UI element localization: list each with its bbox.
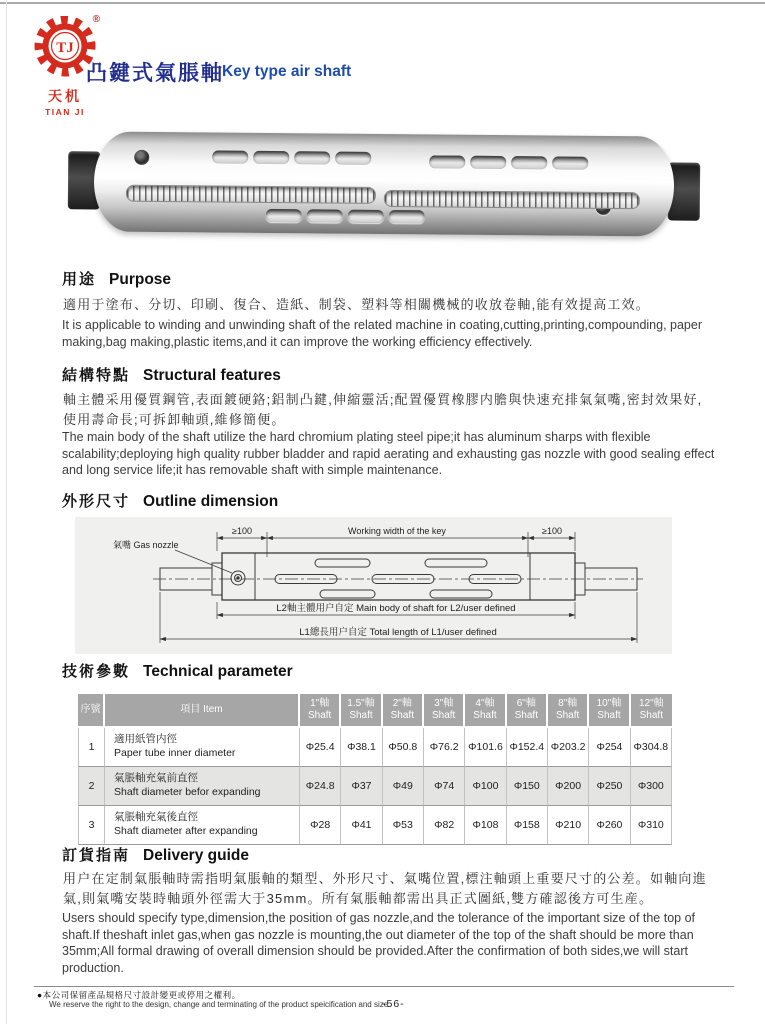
- table-cell: Φ203.2: [548, 728, 589, 767]
- column-header-shaft: 3"軸 Shaft: [424, 694, 465, 728]
- working-width-label: Working width of the key: [348, 526, 446, 536]
- table-cell: Φ53: [383, 806, 424, 845]
- technical-parameter-table: [78, 694, 672, 845]
- footer-note-en: We reserve the right to the design, change and terminating of the product speicification and size.: [49, 1000, 391, 1009]
- table-cell: Φ49: [383, 767, 424, 806]
- logo-english-name: TIAN JI: [45, 107, 85, 117]
- structural-text-cn: 軸主體采用優質鋼管,表面鍍硬鉻;鋁制凸鍵,伸縮靈活;配置優質橡膠内膽與快速充排氣氣嘴,密封效果好,使用壽命長;可拆卸軸頭,維修簡便。: [63, 392, 703, 427]
- column-header-shaft: 1.5"軸 Shaft: [341, 694, 382, 728]
- row-number: 2: [78, 767, 105, 806]
- footer-rule: [34, 986, 734, 987]
- table-cell: Φ152.4: [507, 728, 548, 767]
- dim-left-label: ≥100: [232, 526, 252, 536]
- technical-parameter-table-wrap: [78, 694, 672, 845]
- table-cell: Φ25.4: [300, 728, 341, 767]
- column-header-shaft: 4"軸 Shaft: [465, 694, 506, 728]
- table-cell: Φ38.1: [341, 728, 382, 767]
- table-cell: Φ108: [465, 806, 506, 845]
- l2-dimension-label: L2軸主體用户自定 Main body of shaft for L2/user defined: [276, 603, 516, 614]
- outline-drawing: [75, 517, 672, 654]
- column-header-no: 序號: [78, 694, 105, 728]
- logo-chinese-name: 天机: [48, 88, 82, 104]
- svg-text:TJ: TJ: [56, 40, 74, 56]
- table-cell: Φ304.8: [631, 728, 672, 767]
- row-item-label: 適用紙管内徑 Paper tube inner diameter: [105, 728, 300, 767]
- table-cell: Φ310: [631, 806, 672, 845]
- gas-nozzle-label: 氣嘴 Gas nozzle: [113, 540, 179, 550]
- table-cell: Φ150: [507, 767, 548, 806]
- table-cell: Φ101.6: [465, 728, 506, 767]
- section-heading-outline: 外形尺寸 Outline dimension: [62, 493, 279, 510]
- delivery-text-cn: 用户在定制氣脹軸時需指明氣脹軸的類型、外形尺寸、氣嘴位置,標注軸頭上重要尺寸的公差。如軸向進氣,則氣嘴安裝時軸頭外徑需大于35mm。所有氣脹軸都需出具正式圖紙,雙方確認後方可生産。: [63, 871, 707, 906]
- table-cell: Φ50.8: [383, 728, 424, 767]
- ruler-strip: [126, 185, 376, 204]
- table-cell: Φ82: [424, 806, 465, 845]
- table-cell: Φ28: [300, 806, 341, 845]
- purpose-text-en: It is applicable to winding and unwinding shaft of the related machine in coating,cutting,printing,compounding, paper making,bag making,plastic items,and it can improve the working efficiency effectively.: [62, 318, 702, 349]
- section-heading-purpose: 用途 Purpose: [62, 271, 172, 288]
- column-header-shaft: 10"軸 Shaft: [589, 694, 630, 728]
- column-header-shaft: 8"軸 Shaft: [548, 694, 589, 728]
- page-title-chinese: 凸鍵式氣脹軸: [86, 62, 224, 85]
- table-cell: Φ37: [341, 767, 382, 806]
- table-row: [78, 767, 672, 806]
- column-header-shaft: 12"軸 Shaft: [631, 694, 672, 728]
- table-cell: Φ24.8: [300, 767, 341, 806]
- table-cell: Φ210: [548, 806, 589, 845]
- row-item-label: 氣脹軸充氣後直徑 Shaft diameter after expanding: [105, 806, 300, 845]
- product-photo: [67, 115, 702, 257]
- delivery-text-en: Users should specify type,dimension,the position of gas nozzle,and the tolerance of the important size of the top of shaft.If theshaft inlet gas,when gas nozzle is mounting,the out diameter of the top of the shaft should be more than 35mm;All formal drawing of overall dimension should be provided.After the confirmation of both sides,we will start production.: [62, 911, 696, 975]
- table-row: [78, 728, 672, 767]
- table-row: [78, 806, 672, 845]
- page-number: -56-: [382, 998, 405, 1010]
- purpose-text-cn: 適用于塗布、分切、印刷、復合、造紙、制袋、塑料等相關機械的收放卷軸,能有效提高工效。: [63, 297, 651, 312]
- row-item-label: 氣脹軸充氣前直徑 Shaft diameter befor expanding: [105, 767, 300, 806]
- table-cell: Φ74: [424, 767, 465, 806]
- section-heading-structural: 結構特點 Structural features: [62, 367, 281, 384]
- keyway-slots: [429, 155, 588, 169]
- row-number: 1: [78, 728, 105, 767]
- table-cell: Φ41: [341, 806, 382, 845]
- outline-drawing-svg: [75, 517, 672, 654]
- column-header-shaft: 1"軸 Shaft: [300, 694, 341, 728]
- registered-trademark-icon: ®: [92, 14, 100, 25]
- structural-text-en: The main body of the shaft utilize the hard chromium plating steel pipe;it has aluminum sharps with flexible scalability;deploying high quality rubber bladder and rapid aerating and exhausting gas nozzle with good sealing effect and long service life;it has removable shaft with simple maintenance.: [62, 430, 715, 477]
- page-top-rule: [0, 2, 765, 4]
- l1-dimension-label: L1總長用户自定 Total length of L1/user defined: [299, 627, 497, 638]
- keyway-slots: [266, 209, 425, 223]
- screw-hole: [134, 150, 149, 165]
- section-heading-technical: 技術參數 Technical parameter: [62, 663, 293, 680]
- shaft-cylinder: [94, 131, 675, 236]
- table-cell: Φ300: [631, 767, 672, 806]
- column-header-shaft: 2"軸 Shaft: [383, 694, 424, 728]
- table-cell: Φ200: [548, 767, 589, 806]
- table-cell: Φ76.2: [424, 728, 465, 767]
- table-cell: Φ100: [465, 767, 506, 806]
- table-cell: Φ158: [507, 806, 548, 845]
- page-title-english: Key type air shaft: [222, 63, 352, 80]
- page-edge-line: [6, 0, 7, 1024]
- section-heading-delivery: 訂貨指南 Delivery guide: [62, 847, 249, 864]
- table-cell: Φ260: [589, 806, 630, 845]
- ruler-strip: [384, 190, 640, 209]
- footer-note-cn: ●本公司保留產品規格尺寸設計變更或停用之權利。: [37, 990, 241, 1000]
- table-cell: Φ254: [589, 728, 630, 767]
- row-number: 3: [78, 806, 105, 845]
- dim-right-label: ≥100: [542, 526, 562, 536]
- keyway-slots: [212, 150, 371, 164]
- column-header-shaft: 6"軸 Shaft: [507, 694, 548, 728]
- column-header-item: 項目 Item: [105, 694, 300, 728]
- table-cell: Φ250: [589, 767, 630, 806]
